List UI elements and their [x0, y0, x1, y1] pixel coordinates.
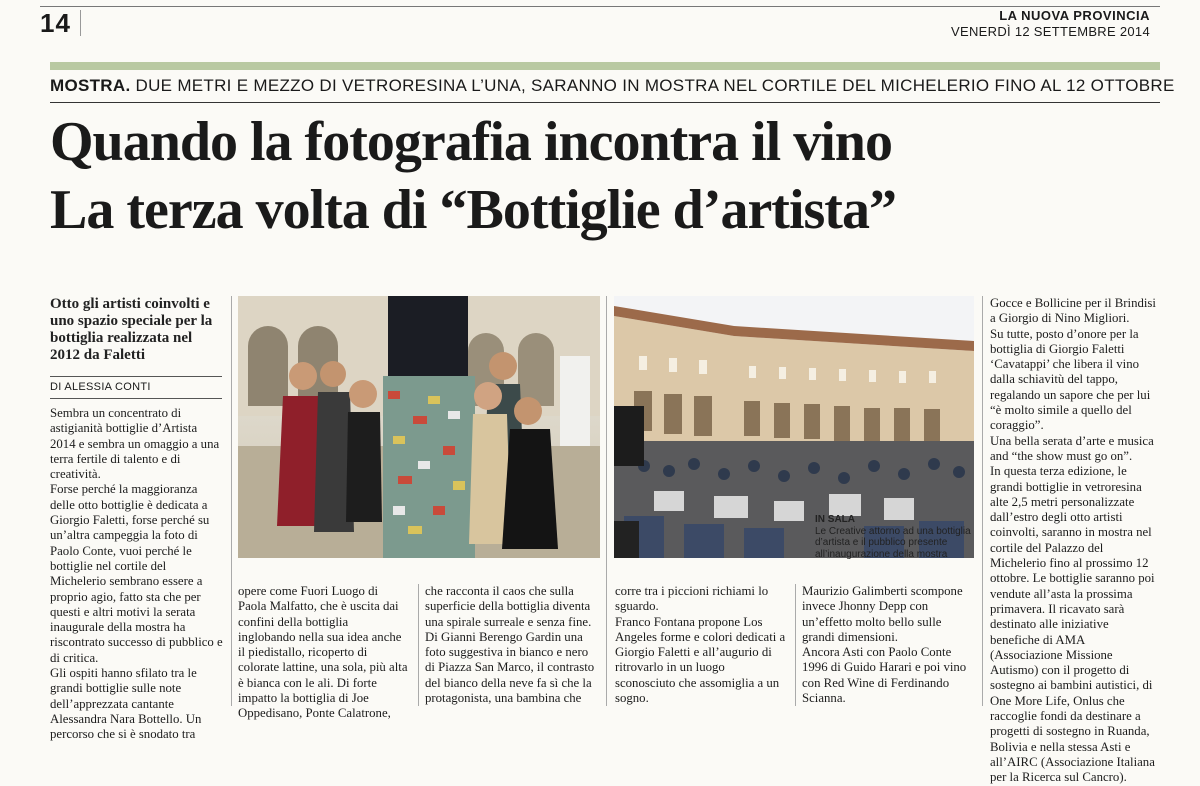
kicker-rule: [50, 102, 1160, 103]
caption-text: Le Creative attorno ad una bottiglia d’artista e il pubblico presente all’inaugurazione della mostra: [815, 525, 971, 560]
paragraph: corre tra i piccioni richiami lo sguardo.: [615, 584, 769, 614]
photo-artists-illustration: [238, 296, 600, 558]
headline-line-1: Quando la fotografia incontra il vino: [50, 111, 892, 173]
photo-caption: [815, 514, 975, 560]
paragraph: Sembra un concentrato di astigianità bottiglie d’Artista 2014 e sembra un omaggio a una terra fertile di talento e di creatività.: [50, 406, 220, 482]
column-rule: [418, 584, 419, 706]
page-number-divider: [80, 10, 81, 36]
byline-rule-top: [50, 376, 222, 377]
article-column-1: [50, 406, 225, 743]
kicker-text: DUE METRI E MEZZO DI VETRORESINA L’UNA, SARANNO IN MOSTRA NEL CORTILE DEL MICHELERIO FINO AL 12 OTTOBRE: [130, 76, 1175, 95]
article-column-3: [425, 584, 600, 706]
photo-artists-with-bottle: [238, 296, 600, 558]
paragraph: Gocce e Bollicine per il Brindisi a Giorgio di Nino Migliori.: [990, 296, 1156, 326]
article-column-4: [615, 584, 787, 706]
kicker-label: MOSTRA.: [50, 76, 131, 95]
newspaper-name: LA NUOVA PROVINCIA: [999, 8, 1150, 23]
section-color-bar: [50, 62, 1160, 70]
column-rule: [231, 296, 232, 706]
paragraph: opere come Fuori Luogo di Paola Malfatto, che è uscita dai confini della bottiglia inglobando nella sua idea anche il piedistallo, ricoperto di colorate lattine, una sola, più alta è bianca con le ali. Di forte impatto la bottiglia di Joe Oppedisano, Ponte Calatrone,: [238, 584, 408, 721]
paragraph: che racconta il caos che sulla superficie della bottiglia diventa una spirale surreale e senza fine. Di Gianni Berengo Gardin una foto suggestiva in bianco e nero di Piazza San Marco, il contrasto del bianco della neve fa sì che la protagonista, una bambina che: [425, 584, 595, 706]
top-rule: [40, 6, 1160, 7]
byline: DI ALESSIA CONTI: [50, 381, 151, 393]
article-column-2: [238, 584, 408, 722]
caption-label: IN SALA: [815, 514, 855, 525]
article-column-5: [802, 584, 967, 706]
headline-line-2: La terza volta di “Bottiglie d’artista”: [50, 179, 896, 241]
paragraph: Ancora Asti con Paolo Conte 1996 di Guido Harari e poi vino con Red Wine di Ferdinando Scianna.: [802, 645, 967, 706]
summary: Otto gli artisti coinvolti e uno spazio speciale per la bottiglia realizzata nel 2012 da Faletti: [50, 296, 213, 363]
paragraph: Gli ospiti hanno sfilato tra le grandi bottiglie sulle note dell’apprezzata cantante Alessandra Nara Bottello. Un percorso che si è snodato tra: [50, 666, 202, 742]
kicker: [50, 76, 1175, 100]
column-rule: [795, 584, 796, 706]
paragraph: Una bella serata d’arte e musica and “the show must go on”.: [990, 433, 1154, 463]
article-column-6: [990, 296, 1160, 786]
issue-date: VENERDÌ 12 SETTEMBRE 2014: [951, 24, 1150, 39]
paragraph: In questa terza edizione, le grandi bottiglie in vetroresina alte 2,5 metri personalizzate dall’estro degli otto artisti coinvolti, saranno in mostra nel cortile del Palazzo del Michelerio fino al prossimo 12 ottobre. Le bottiglie saranno poi vendute all’asta la prossima primavera. Il ricavato sarà destinato alle iniziative benefiche di AMA (Associazione Missione Autismo) con il progetto di sostegno ai bambini autistici, di One More Life, Onlus che raccoglie fondi da destinare a progetti di sostegno in Ruanda, Bolivia e nella stessa Asti e all’AIRC (Associazione Italiana per la Ricerca sul Cancro).: [990, 464, 1155, 785]
paragraph: Franco Fontana propone Los Angeles forme e colori dedicati a Giorgio Faletti e all’augurio di ritrovarlo in un luogo sconosciuto che assomiglia a un sogno.: [615, 614, 786, 706]
column-rule: [606, 296, 607, 706]
paragraph: Forse perché la maggioranza delle otto bottiglie è dedicata a Giorgio Faletti, forse perché su un’altra campeggia la foto di Paolo Conte, vuoi perché le bottiglie nel cortile del Michelerio sembrano essere a proprio agio, fatto sta che per questi e altri motivi la serata inaugurale della mostra ha riscontrato successo di pubblico e di critica.: [50, 482, 223, 665]
byline-rule-bottom: [50, 398, 222, 399]
paragraph: Maurizio Galimberti scompone invece Jhonny Depp con un’effetto molto bello sulle grandi dimensioni.: [802, 584, 963, 644]
column-rule: [982, 296, 983, 706]
paragraph: Su tutte, posto d’onore per la bottiglia di Giorgio Faletti ‘Cavatappi’ che libera il vino dalla schiavitù del tappo, regalando un sapore che per lui “è molto simile a quello del coraggio”.: [990, 326, 1151, 433]
page-number: 14: [40, 8, 71, 38]
